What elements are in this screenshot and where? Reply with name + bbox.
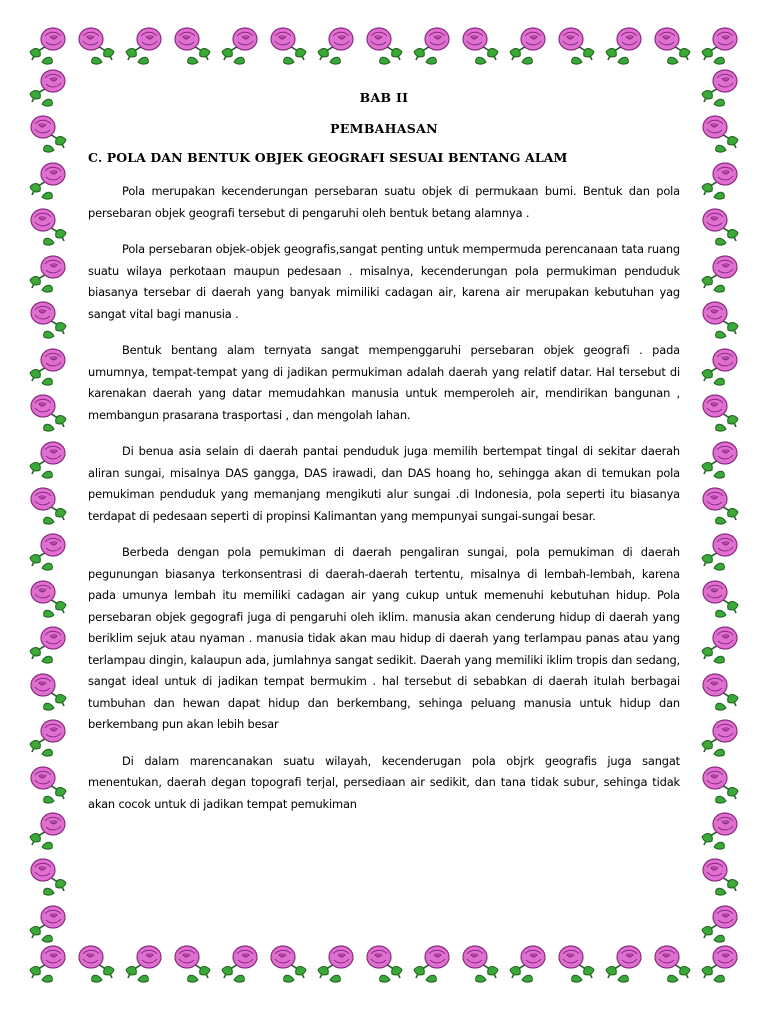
- pink-rose-icon: [698, 807, 742, 851]
- pink-rose-icon: [362, 22, 406, 66]
- section-title: C. POLA DAN BENTUK OBJEK GEOGRAFI SESUAI BENTANG ALAM: [88, 150, 568, 165]
- pink-rose-icon: [698, 714, 742, 758]
- pink-rose-icon: [698, 157, 742, 201]
- pink-rose-icon: [26, 853, 70, 897]
- pink-rose-icon: [218, 940, 262, 984]
- pink-rose-icon: [698, 22, 742, 66]
- pink-rose-icon: [122, 22, 166, 66]
- pink-rose-icon: [554, 22, 598, 66]
- pink-rose-icon: [218, 22, 262, 66]
- pink-rose-icon: [26, 714, 70, 758]
- pink-rose-icon: [362, 940, 406, 984]
- pink-rose-icon: [698, 64, 742, 108]
- rose-border-top: [26, 22, 742, 74]
- chapter-number: BAB II: [359, 90, 409, 105]
- paragraph: Di benua asia selain di daerah pantai penduduk juga memilih bertempat tingal di sekitar daerah aliran sungai, misalnya DAS gangga, DAS irawadi, dan DAS hoang ho, sehingga akan di temukan pola pemukiman penduduk yang memanjang mengikuti alur sungai .di Indonesia, pola seperti itu biasanya terdapat di pedesaan seperti di propinsi Kalimantan yang mempunyai sungai-sungai besar.: [88, 444, 680, 523]
- pink-rose-icon: [698, 668, 742, 712]
- pink-rose-icon: [698, 940, 742, 984]
- pink-rose-icon: [26, 761, 70, 805]
- chapter-title: PEMBAHASAN: [330, 121, 438, 136]
- pink-rose-icon: [26, 436, 70, 480]
- pink-rose-icon: [26, 157, 70, 201]
- pink-rose-icon: [650, 940, 694, 984]
- paragraph: Di dalam marencanakan suatu wilayah, kecenderugan pola objrk geografis juga sangat menentukan, daerah degan topografi terjal, persediaan air sedikit, dan tana tidak subur, sehinga tidak akan cocok untuk di jadikan tempat pemukiman: [88, 753, 680, 811]
- pink-rose-icon: [170, 940, 214, 984]
- paragraph: Pola persebaran objek-objek geografis,sangat penting untuk mempermuda perencanaan tata ruang suatu wilaya perkotaan maupun pedesaan . misalnya, kecenderungan pola permukiman penduduk biasanya tersebar di daerah yang banyak mimiliki cadagan air, karena air merupakan kebutuhan yag sangat vital bagi manusia .: [88, 242, 680, 321]
- pink-rose-icon: [26, 940, 70, 984]
- pink-rose-icon: [26, 110, 70, 154]
- pink-rose-icon: [314, 22, 358, 66]
- pink-rose-icon: [74, 940, 118, 984]
- pink-rose-icon: [698, 250, 742, 294]
- pink-rose-icon: [698, 110, 742, 154]
- pink-rose-icon: [458, 940, 502, 984]
- pink-rose-icon: [698, 203, 742, 247]
- pink-rose-icon: [26, 343, 70, 387]
- paragraph: Berbeda dengan pola pemukiman di daerah pengaliran sungai, pola pemukiman di daerah pegunungan biasanya terkonsentrasi di daerah-daerah tertentu, misalnya di lembah-lembah, karena pada umunya lembah itu memiliki cadagan air yang cukup untuk memenuhi kebutuhan hidup. Pola persebaran objek gegografi juga di pengaruhi oleh iklim. manusia akan cenderung hidup di daerah yang beriklim sejuk atau nyaman . manusia tidak akan mau hidup di daerah yang terlampau panas atau yang terlampau dingin, kalaupun ada, jumlahnya sangat sedikit. Daerah yang memiliki iklim tropis dan sedang, sangat ideal untuk di jadikan tempat bermukim . hal tersebut di sebabkan di daerah itulah berbagai tumbuhan dan hewan dapat hidup dan berkembang, sehinga peluang manusia untuk hidup dan berkembang pun akan lebih besar: [88, 545, 680, 731]
- pink-rose-icon: [458, 22, 502, 66]
- pink-rose-icon: [410, 22, 454, 66]
- pink-rose-icon: [506, 22, 550, 66]
- pink-rose-icon: [650, 22, 694, 66]
- pink-rose-icon: [26, 203, 70, 247]
- pink-rose-icon: [698, 900, 742, 944]
- pink-rose-icon: [266, 22, 310, 66]
- pink-rose-icon: [410, 940, 454, 984]
- pink-rose-icon: [554, 940, 598, 984]
- rose-border-left: [26, 64, 72, 944]
- pink-rose-icon: [698, 575, 742, 619]
- pink-rose-icon: [698, 436, 742, 480]
- pink-rose-icon: [74, 22, 118, 66]
- pink-rose-icon: [698, 296, 742, 340]
- pink-rose-icon: [698, 853, 742, 897]
- pink-rose-icon: [698, 621, 742, 665]
- pink-rose-icon: [698, 528, 742, 572]
- pink-rose-icon: [698, 343, 742, 387]
- document-body: [88, 90, 680, 830]
- pink-rose-icon: [314, 940, 358, 984]
- pink-rose-icon: [698, 389, 742, 433]
- pink-rose-icon: [26, 807, 70, 851]
- rose-border-right: [698, 64, 744, 944]
- pink-rose-icon: [26, 900, 70, 944]
- pink-rose-icon: [26, 621, 70, 665]
- pink-rose-icon: [26, 668, 70, 712]
- pink-rose-icon: [698, 482, 742, 526]
- pink-rose-icon: [602, 22, 646, 66]
- pink-rose-icon: [170, 22, 214, 66]
- pink-rose-icon: [26, 482, 70, 526]
- pink-rose-icon: [26, 575, 70, 619]
- pink-rose-icon: [122, 940, 166, 984]
- pink-rose-icon: [26, 389, 70, 433]
- pink-rose-icon: [698, 761, 742, 805]
- pink-rose-icon: [602, 940, 646, 984]
- pink-rose-icon: [26, 528, 70, 572]
- paragraph: Pola merupakan kecenderungan persebaran suatu objek di permukaan bumi. Bentuk dan pola persebaran objek geografi tersebut di pengaruhi oleh bentuk betang alamnya .: [88, 184, 680, 220]
- paragraph: Bentuk bentang alam ternyata sangat mempenggaruhi persebaran objek geografi . pada umumnya, tempat-tempat yang di jadikan permukiman adalah daerah yang relatif datar. Hal tersebut di karenakan daerah yang datar memudahkan manusia untuk memperoleh air, mendirikan bangunan , membangun prasarana trasportasi , dan mengolah lahan.: [88, 343, 680, 422]
- pink-rose-icon: [26, 64, 70, 108]
- pink-rose-icon: [506, 940, 550, 984]
- rose-border-bottom: [26, 940, 742, 992]
- pink-rose-icon: [266, 940, 310, 984]
- pink-rose-icon: [26, 296, 70, 340]
- pink-rose-icon: [26, 250, 70, 294]
- pink-rose-icon: [26, 22, 70, 66]
